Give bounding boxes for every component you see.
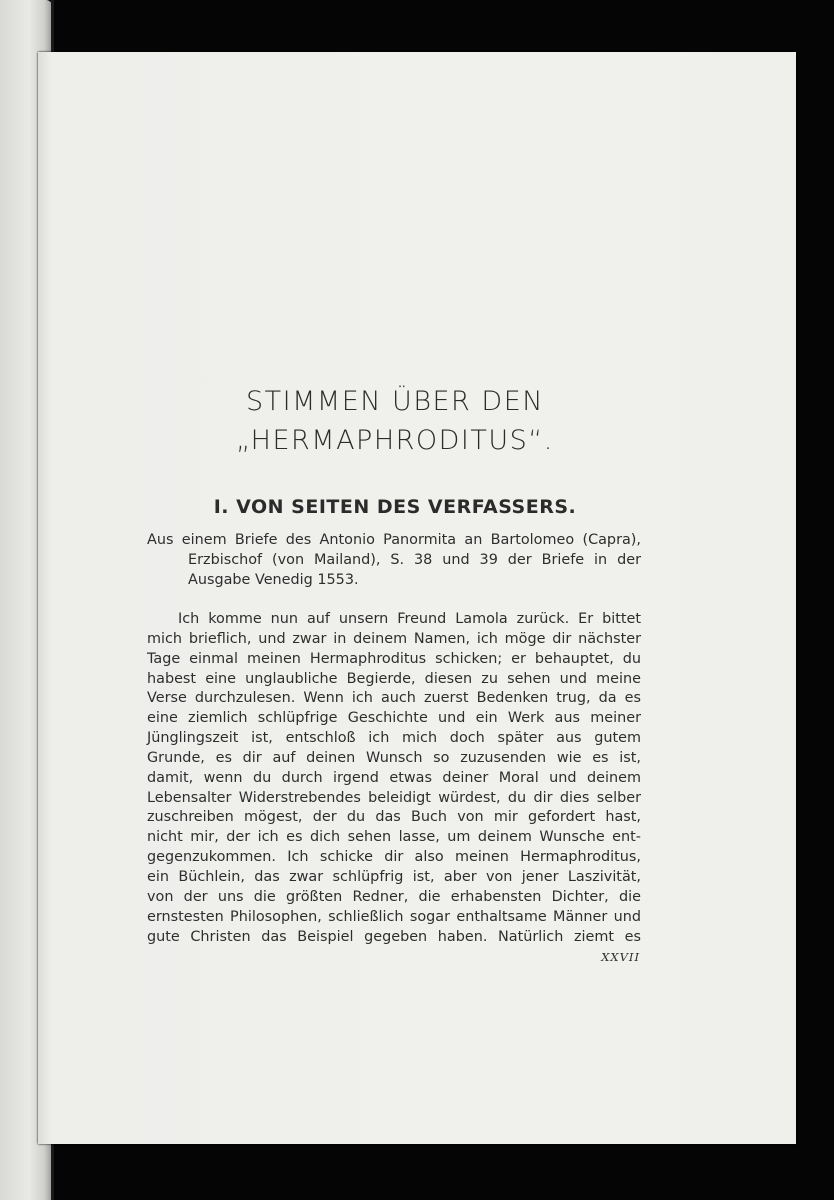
body-line: ein Büchlein, das zwar schlüpfrig ist, aber von jener Laszivität, xyxy=(147,868,641,885)
book-page xyxy=(38,52,796,1144)
body-line: gegenzukommen. Ich schicke dir also meinen Hermaphroditus, xyxy=(147,849,641,866)
body-line: Ich komme nun auf unsern Freund Lamola zurück. Er bittet xyxy=(178,611,641,627)
body-line: habest eine unglaubliche Begierde, diesen zu sehen und meine xyxy=(147,670,641,687)
body-line: zuschreiben mögest, der du das Buch von mir gefordert hast, xyxy=(147,809,641,826)
body-line: Jünglingszeit ist, entschloß ich mich doch später aus gutem xyxy=(147,730,641,747)
page-title-line-1: STIMMEN ÜBER DEN xyxy=(246,386,544,417)
page-title-line-2: „HERMAPHRODITUS“. xyxy=(236,425,554,456)
body-paragraph xyxy=(147,610,641,947)
section-heading: I. VON SEITEN DES VERFASSERS. xyxy=(213,496,577,518)
body-line: von der uns die größten Redner, die erhabensten Dichter, die xyxy=(147,888,641,905)
body-line: Lebensalter Widerstrebendes beleidigt würdest, du dir dies selber xyxy=(147,789,641,806)
body-line: Tage einmal meinen Hermaphroditus schicken; er behauptet, du xyxy=(147,650,641,667)
source-line: Aus einem Briefe des Antonio Panormita an Bartolomeo (Capra), xyxy=(147,532,641,548)
source-line: Erzbischof (von Mailand), S. 38 und 39 der Briefe in der xyxy=(188,552,641,568)
source-citation xyxy=(147,530,641,590)
page-number: XXVII xyxy=(601,950,640,964)
body-line: gute Christen das Beispiel gegeben haben. Natürlich ziemt es xyxy=(147,928,641,945)
body-line: eine ziemlich schlüpfrige Geschichte und ein Werk aus meiner xyxy=(147,710,641,727)
body-line: nicht mir, der ich es dich sehen lasse, um deinem Wunsche ent- xyxy=(147,829,641,846)
body-line: Verse durchzulesen. Wenn ich auch zuerst Bedenken trug, da es xyxy=(147,690,641,707)
body-line: mich brieflich, und zwar in deinem Namen, ich möge dir nächster xyxy=(147,630,641,647)
body-line: damit, wenn du durch irgend etwas deiner Moral und deinem xyxy=(147,769,641,786)
source-line: Ausgabe Venedig 1553. xyxy=(188,572,359,588)
body-line: ernstesten Philosophen, schließlich sogar enthaltsame Männer und xyxy=(147,908,641,925)
body-line: Grunde, es dir auf deinen Wunsch so zuzusenden wie es ist, xyxy=(147,749,641,766)
